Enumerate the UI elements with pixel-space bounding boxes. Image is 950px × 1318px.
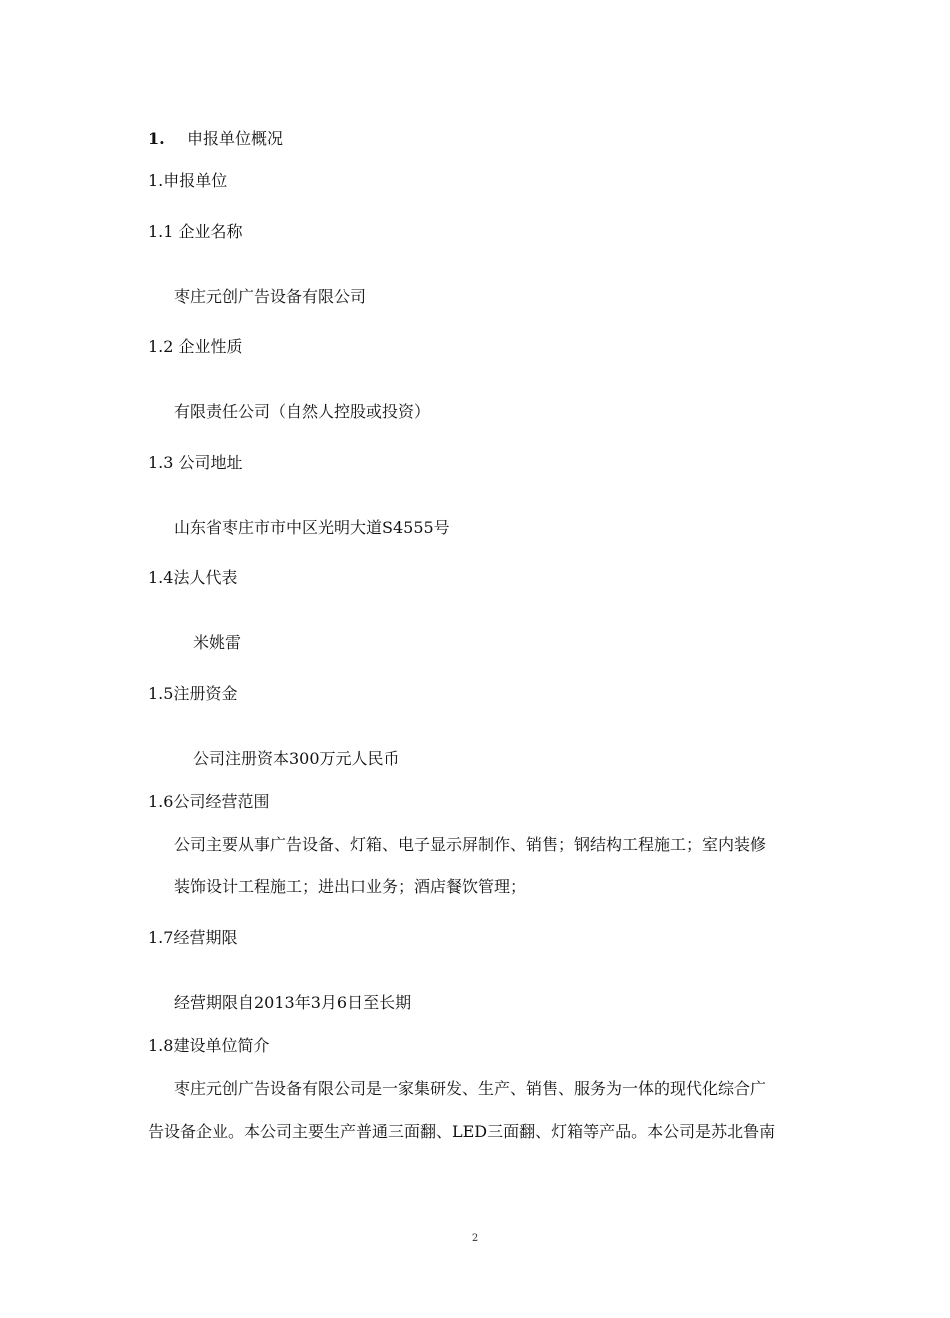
business-term-value: 经营期限自2013年3月6日至长期 bbox=[174, 993, 412, 1012]
company-intro-line-2: 告设备企业。本公司主要生产普通三面翻、LED三面翻、灯箱等产品。本公司是苏北鲁南 bbox=[148, 1122, 776, 1141]
business-scope-label: 1.6公司经营范围 bbox=[148, 792, 270, 811]
company-nature-label: 1.2 企业性质 bbox=[148, 337, 243, 356]
company-name-value: 枣庄元创广告设备有限公司 bbox=[174, 287, 367, 306]
legal-rep-value: 米姚雷 bbox=[193, 633, 242, 652]
company-intro-line-1: 枣庄元创广告设备有限公司是一家集研发、生产、销售、服务为一体的现代化综合广 bbox=[174, 1079, 767, 1098]
page-number: 2 bbox=[471, 1233, 479, 1244]
capital-value: 公司注册资本300万元人民币 bbox=[193, 749, 400, 768]
company-intro-label: 1.8建设单位简介 bbox=[148, 1036, 270, 1055]
business-scope-line-2: 装饰设计工程施工；进出口业务；酒店餐饮管理； bbox=[174, 877, 527, 896]
legal-rep-label: 1.4法人代表 bbox=[148, 568, 238, 587]
company-address-value: 山东省枣庄市市中区光明大道S4555号 bbox=[174, 518, 450, 537]
section-title: 申报单位概况 bbox=[187, 129, 284, 148]
company-name-label: 1.1 企业名称 bbox=[148, 222, 243, 241]
company-nature-value: 有限责任公司（自然人控股或投资） bbox=[174, 402, 431, 421]
subheading: 1.申报单位 bbox=[148, 171, 228, 190]
business-scope-line-1: 公司主要从事广告设备、灯箱、电子显示屏制作、销售；钢结构工程施工；室内装修 bbox=[174, 835, 767, 854]
section-number: 1. bbox=[148, 129, 165, 148]
company-address-label: 1.3 公司地址 bbox=[148, 453, 243, 472]
business-term-label: 1.7经营期限 bbox=[148, 928, 238, 947]
capital-label: 1.5注册资金 bbox=[148, 684, 238, 703]
